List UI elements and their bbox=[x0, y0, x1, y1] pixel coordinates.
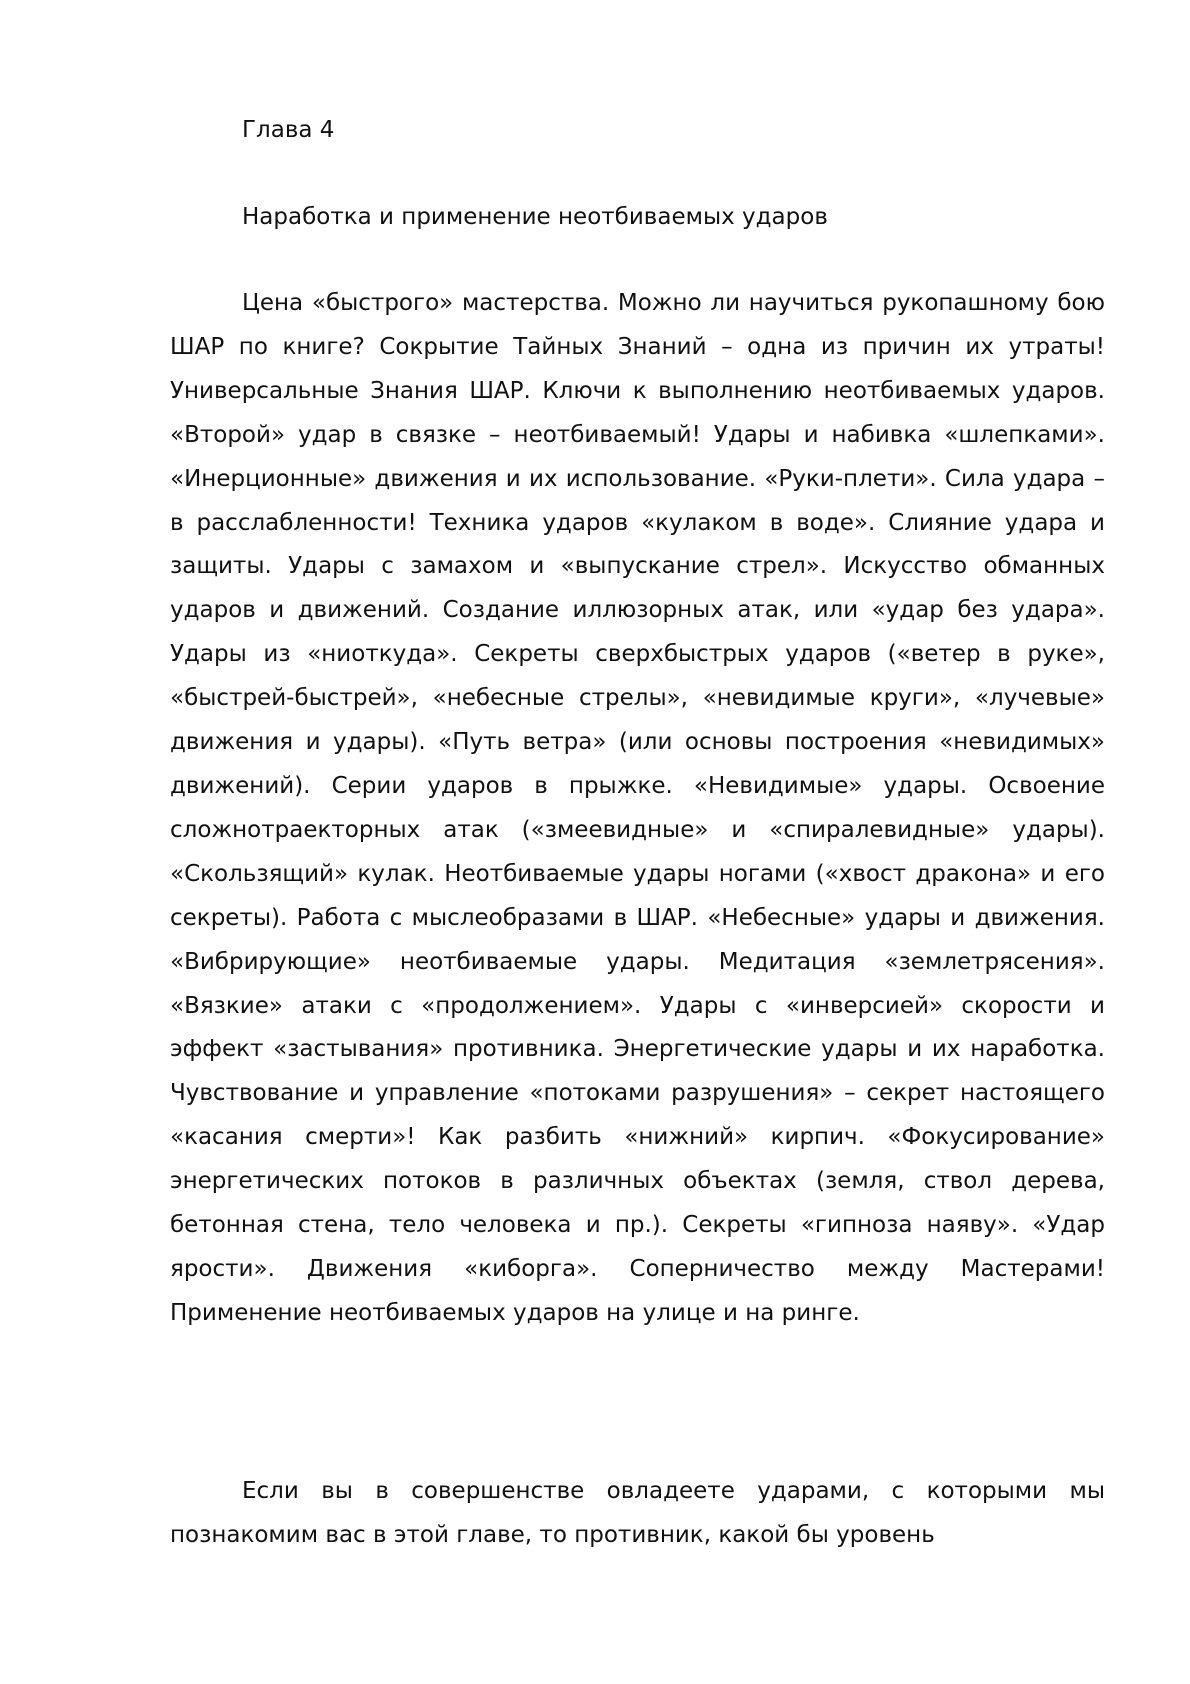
document-page bbox=[170, 0, 1105, 1684]
chapter-title: Наработка и применение неотбиваемых ударов bbox=[242, 204, 828, 230]
chapter-summary-paragraph: Цена «быстрого» мастерства. Можно ли научиться рукопашному бою ШАР по книге? Сокрытие Тайных Знаний – одна из причин их утраты! Универсальные Знания ШАР. Ключи к выполнению неотбиваемых ударов. «Второй» удар в связке – неотбиваемый! Удары и набивка «шлепками». «Инерционные» движения и их использование. «Руки-плети». Сила удара – в расслабленности! Техника ударов «кулаком в воде». Слияние удара и защиты. Удары с замахом и «выпускание стрел». Искусство обманных ударов и движений. Создание иллюзорных атак, или «удар без удара». Удары из «ниоткуда». Секреты сверхбыстрых ударов («ветер в руке», «быстрей-быстрей», «небесные стрелы», «невидимые круги», «лучевые» движения и удары). «Путь ветра» (или основы построения «невидимых» движений). Серии ударов в прыжке. «Невидимые» удары. Освоение сложнотраекторных атак («змеевидные» и «спиралевидные» удары). «Скользящий» кулак. Неотбиваемые удары ногами («хвост дракона» и его секреты). Работа с мыслеобразами в ШАР. «Небесные» удары и движения. «Вибрирующие» неотбиваемые удары. Медитация «землетрясения». «Вязкие» атаки с «продолжением». Удары с «инверсией» скорости и эффект «застывания» противника. Энергетические удары и их наработка. Чувствование и управление «потоками разрушения» – секрет настоящего «касания смерти»! Как разбить «нижний» кирпич. «Фокусирование» энергетических потоков в различных объектах (земля, ствол дерева, бетонная стена, тело человека и пр.). Секреты «гипноза наяву». «Удар ярости». Движения «киборга». Соперничество между Мастерами! Применение неотбиваемых ударов на улице и на ринге. bbox=[170, 290, 1105, 1326]
chapter-label: Глава 4 bbox=[242, 117, 335, 143]
intro-paragraph: Если вы в совершенстве овладеете ударами, с которыми мы познакомим вас в этой главе, то противник, какой бы уровень bbox=[170, 1478, 1105, 1548]
